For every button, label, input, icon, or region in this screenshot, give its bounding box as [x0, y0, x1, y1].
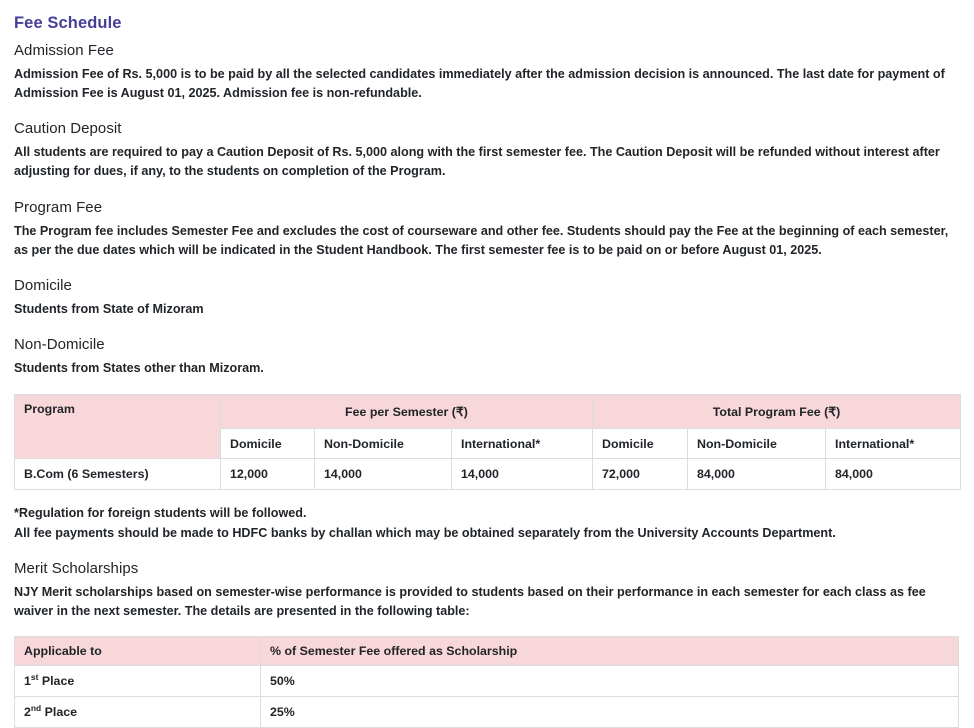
section-heading-admission-fee: Admission Fee	[14, 42, 114, 59]
fee-table-subheader-total-domicile: Domicile	[593, 429, 688, 459]
fee-table-header-program: Program	[15, 395, 221, 459]
fee-table-subheader-sem-non-domicile: Non-Domicile	[315, 429, 452, 459]
section-heading-caution-deposit: Caution Deposit	[14, 120, 122, 138]
section-text-domicile: Students from State of Mizoram	[14, 301, 204, 316]
fee-notes	[14, 504, 960, 543]
section-heading-merit-scholarships: Merit Scholarships	[14, 560, 139, 578]
place-word: Place	[41, 705, 78, 720]
fee-table-cell-total-non-domicile: 84,000	[688, 459, 826, 490]
table-row	[15, 666, 959, 697]
fee-table-subheader-sem-domicile: Domicile	[221, 429, 315, 459]
section-text-caution-deposit: All students are required to pay a Caution Deposit of Rs. 5,000 along with the first semester fee. The Caution Deposit will be refunded without interest after adjusting for dues, if any, to the students on completion of the Program.	[14, 145, 940, 179]
page-title: Fee Schedule	[14, 14, 122, 32]
fee-table-subheader-sem-international: International*	[452, 429, 593, 459]
table-row	[15, 459, 961, 490]
fee-table-group-header-per-semester: Fee per Semester (₹)	[221, 395, 593, 429]
fee-table-group-header-total: Total Program Fee (₹)	[593, 395, 961, 429]
scholarship-table-cell-percent-2: 25%	[261, 697, 959, 728]
table-row	[15, 697, 959, 728]
section-heading-domicile: Domicile	[14, 276, 72, 294]
fee-note-payment-method: All fee payments should be made to HDFC banks by challan which may be obtained separately from the University Accounts Department.	[14, 525, 836, 540]
fee-table-subheader-total-international: International*	[826, 429, 961, 459]
section-text-program-fee: The Program fee includes Semester Fee and excludes the cost of courseware and other fee. Students should pay the Fee at the beginning of each semester, as per the due dates which will be indicated in the Student Handbook. The first semester fee is to be paid on or before August 01, 2025.	[14, 223, 949, 257]
section-text-admission-fee: Admission Fee of Rs. 5,000 is to be paid by all the selected candidates immediately after the admission decision is announced. The last date for payment of Admission Fee is August 01, 2025. Admission fee is non-refundable.	[14, 67, 945, 101]
fee-table-header-row	[15, 395, 961, 429]
scholarship-table-cell-place-1	[15, 666, 261, 697]
scholarship-table-cell-percent-1: 50%	[261, 666, 959, 697]
fee-table-cell-sem-international: 14,000	[452, 459, 593, 490]
place-word: Place	[38, 674, 75, 689]
fee-table-cell-sem-non-domicile: 14,000	[315, 459, 452, 490]
fee-table-cell-sem-domicile: 12,000	[221, 459, 315, 490]
fee-table-subheader-total-non-domicile: Non-Domicile	[688, 429, 826, 459]
scholarship-table-header-percent: % of Semester Fee offered as Scholarship	[261, 637, 959, 666]
place-number: 2	[24, 705, 31, 720]
section-text-non-domicile: Students from States other than Mizoram.	[14, 360, 264, 375]
fee-table-cell-total-domicile: 72,000	[593, 459, 688, 490]
scholarship-table-header-row	[15, 637, 959, 666]
fee-table-cell-total-international: 84,000	[826, 459, 961, 490]
fee-table-cell-program: B.Com (6 Semesters)	[15, 459, 221, 490]
fee-note-foreign-regulation: *Regulation for foreign students will be followed.	[14, 506, 307, 521]
section-text-merit-scholarships: NJY Merit scholarships based on semester-wise performance is provided to students based on their performance in each semester for each class as fee waiver in the next semester. The details are presented in the following table:	[14, 585, 926, 619]
place-ordinal-suffix: nd	[30, 703, 42, 714]
scholarship-table-cell-place-2	[15, 697, 261, 728]
scholarship-table	[14, 636, 959, 728]
scholarship-table-header-applicable-to: Applicable to	[15, 637, 261, 666]
fee-table	[14, 394, 961, 490]
section-heading-program-fee: Program Fee	[14, 198, 103, 216]
place-ordinal-suffix: st	[30, 672, 39, 683]
place-number: 1	[24, 674, 31, 689]
section-heading-non-domicile: Non-Domicile	[14, 335, 105, 353]
